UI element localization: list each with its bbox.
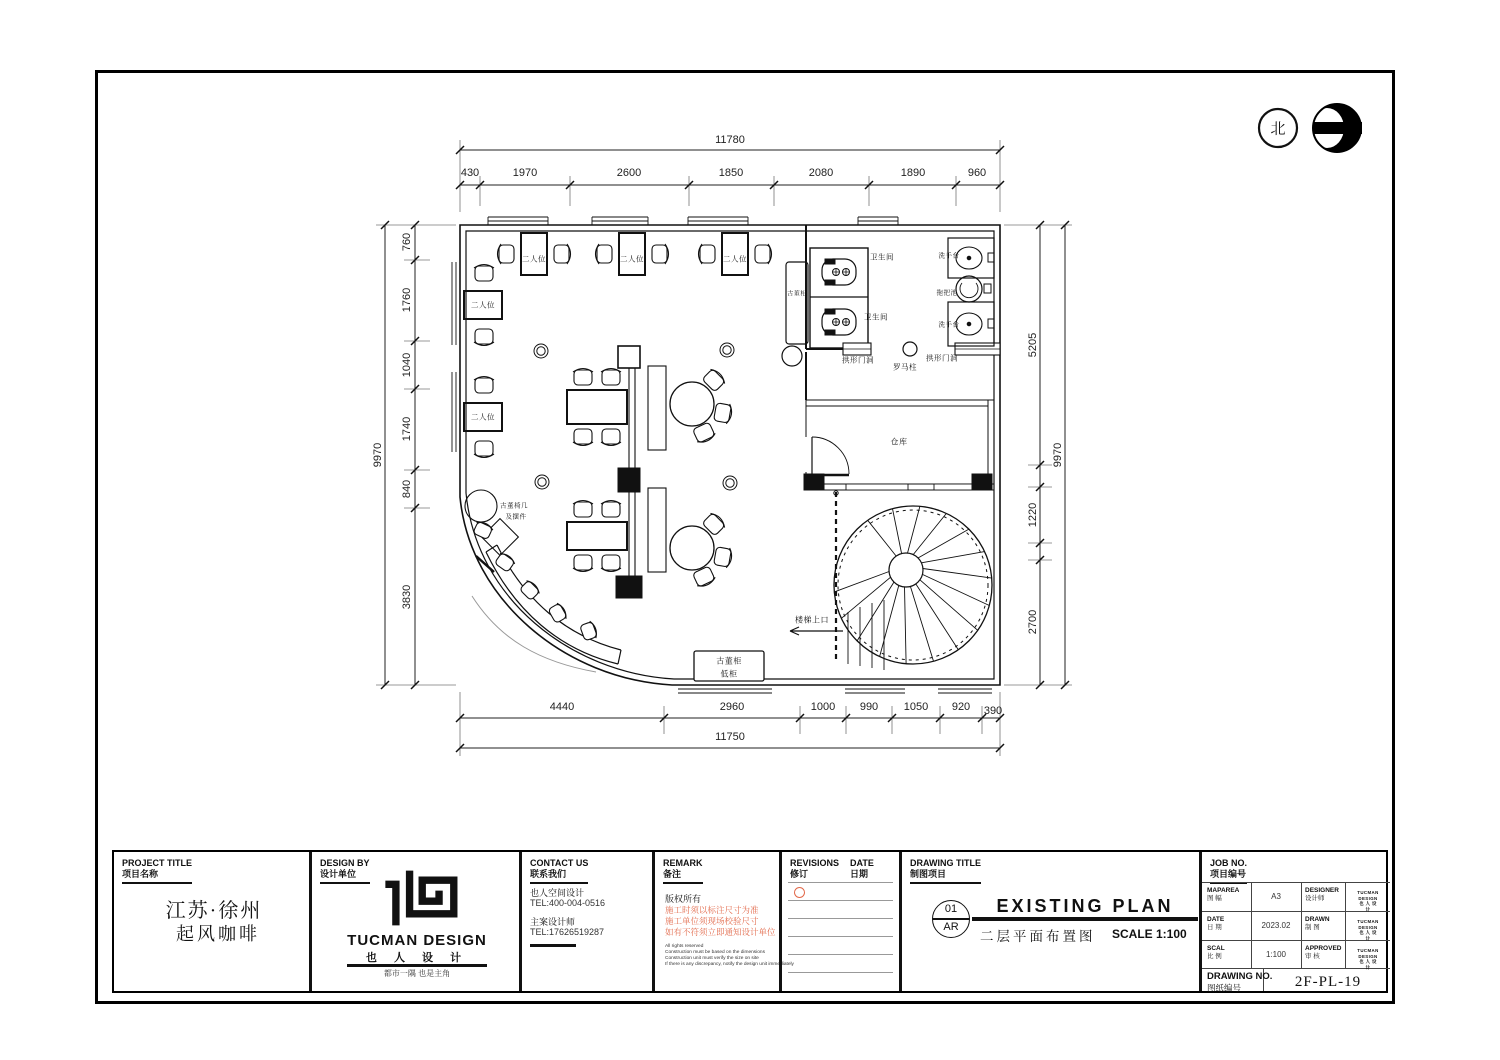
project-title-header <box>122 858 192 884</box>
dim-bottom-segment: 990 <box>859 701 879 713</box>
titleblock-contact-section <box>519 852 652 991</box>
dim-left-segment: 760 <box>401 232 413 252</box>
label-low-cabinet: 古董柜 <box>716 656 742 666</box>
title-block <box>112 850 1388 993</box>
brand-tagline: 都市一隅 也是主角 <box>383 969 451 978</box>
revisions-en: REVISIONS <box>790 858 840 868</box>
project-title-zh: 项目名称 <box>122 869 159 879</box>
stamp-zh: 也 人 设 计 <box>1359 930 1377 941</box>
remark-en2: Construction must be based on the dimensions <box>665 950 765 955</box>
job-cell <box>1207 887 1239 903</box>
drawing-discipline: AR <box>943 921 959 933</box>
remark-note1: 施工时须以标注尺寸为准 <box>665 905 759 915</box>
titleblock-job-section <box>1199 852 1390 991</box>
project-name-line1: 江苏·徐州 <box>165 900 263 922</box>
date-en: DATE <box>1207 916 1225 923</box>
contact-header <box>530 858 588 884</box>
contact-en: CONTACT US <box>530 858 589 868</box>
drawing-no-value: 2F-PL-19 <box>1294 974 1362 990</box>
dim-left-segment: 1760 <box>401 287 413 313</box>
label-two-seat: 二人位 <box>471 412 495 422</box>
job-cell <box>1207 916 1224 932</box>
job-en: JOB NO. <box>1210 858 1248 868</box>
job-header <box>1210 858 1247 884</box>
contact-role: 主案设计师 <box>530 917 576 927</box>
label-washbasin: 洗手台 <box>938 252 960 260</box>
dim-top-segment: 960 <box>967 167 987 179</box>
revision-row-line <box>788 918 893 919</box>
label-toilet: 卫生间 <box>864 312 888 322</box>
remark-en3: Construction unit must verify the size on site <box>665 956 759 961</box>
date-value: 2023.02 <box>1261 921 1291 930</box>
label-low-cabinet: 低柜 <box>720 669 738 679</box>
designby-header <box>320 858 370 884</box>
revision-mark-icon <box>794 887 805 898</box>
dim-top-segment: 2600 <box>616 167 642 179</box>
dim-right-segment: 2700 <box>1027 609 1039 635</box>
remark-header <box>663 858 703 884</box>
dim-bottom-segment: 920 <box>951 701 971 713</box>
maparea-value: A3 <box>1271 892 1281 901</box>
revisions-date-en: DATE <box>850 858 874 868</box>
scale-value: 1:100 <box>1265 950 1287 959</box>
dim-bottom-segment: 2960 <box>719 701 745 713</box>
remark-en: REMARK <box>663 858 703 868</box>
stamp-en: TUCMAN DESIGN <box>1357 919 1379 930</box>
label-arched-opening: 拱形门洞 <box>842 355 874 365</box>
drawn-stamp <box>1357 919 1379 941</box>
building-walls <box>460 225 1000 685</box>
contact-studio: 也人空间设计 <box>530 888 585 898</box>
titleblock-revisions-section <box>779 852 899 991</box>
revisions-zh: 修订 <box>790 869 809 879</box>
dim-bottom-segment: 390 <box>983 705 1003 717</box>
stamp-zh: 也 人 设 计 <box>1359 901 1377 912</box>
drawing-title-underline <box>972 917 1198 921</box>
remark-note3: 如有不符须立即通知设计单位 <box>665 927 776 937</box>
revisions-date-zh: 日期 <box>850 869 869 879</box>
maparea-zh: 图 幅 <box>1207 895 1222 902</box>
dim-bottom-segment: 1050 <box>903 701 929 713</box>
label-toilet: 卫生间 <box>870 252 894 262</box>
drawing-no-label-zh: 图纸编号 <box>1207 983 1242 993</box>
label-mop-pool: 拖把池 <box>936 289 958 297</box>
dim-top-segment: 1970 <box>512 167 538 179</box>
date-zh: 日 期 <box>1207 924 1222 931</box>
designby-zh: 设计单位 <box>320 869 357 879</box>
job-grid <box>1202 882 1390 969</box>
titleblock-drawingtitle-section <box>899 852 1199 991</box>
label-storage: 仓库 <box>890 437 908 447</box>
project-name-line2: 起风咖啡 <box>176 924 260 944</box>
project-title-en: PROJECT TITLE <box>122 858 193 868</box>
label-antique-chair: 及摆件 <box>505 513 527 521</box>
furniture <box>464 233 772 681</box>
titleblock-remark-section <box>652 852 794 991</box>
contact-zh: 联系我们 <box>530 869 567 879</box>
label-two-seat: 二人位 <box>723 254 747 264</box>
designer-en: DESIGNER <box>1305 887 1339 894</box>
drawing-circle-divider <box>933 918 969 920</box>
label-two-seat: 二人位 <box>522 254 546 264</box>
label-antique-cabinet: 古董柜 <box>787 291 807 298</box>
titleblock-designby-section <box>309 852 519 991</box>
drawn-en: DRAWN <box>1305 916 1330 923</box>
approved-en: APPROVED <box>1305 945 1342 952</box>
revisions-date-header <box>850 858 874 882</box>
revision-row-line <box>788 972 893 973</box>
drawing-number: 01 <box>944 903 958 915</box>
dim-top-segment: 430 <box>460 167 480 179</box>
remark-copyright: 版权所有 <box>665 894 702 904</box>
brand-name: TUCMAN DESIGN <box>347 932 487 949</box>
contact-underline <box>530 944 576 947</box>
remark-en4: If there is any discrepancy, notify the design unit immediately <box>665 962 794 967</box>
spiral-stair <box>790 491 992 670</box>
brand-name-zh: 也 人 设 计 <box>365 952 469 964</box>
designer-zh: 设计师 <box>1305 895 1325 902</box>
brand-underline <box>347 964 487 967</box>
revision-row-line <box>788 882 893 883</box>
drawn-zh: 制 图 <box>1305 924 1320 931</box>
drawing-title-en: EXISTING PLAN <box>996 896 1174 916</box>
drawingtitle-header <box>910 858 981 884</box>
job-cell <box>1305 945 1341 961</box>
contact-tel2: TEL:17626519287 <box>530 927 605 937</box>
job-zh: 项目编号 <box>1210 869 1247 879</box>
stamp-en: TUCMAN DESIGN <box>1357 890 1379 901</box>
label-stair-entry: 楼梯上口 <box>795 615 829 625</box>
drawingtitle-zh: 制图项目 <box>910 869 947 879</box>
scale-en: SCAL <box>1207 945 1225 952</box>
dim-top-segment: 1890 <box>900 167 926 179</box>
contact-tel1: TEL:400-004-0516 <box>530 898 606 908</box>
titleblock-project-section <box>114 852 309 991</box>
dim-left-segment: 1040 <box>401 352 413 378</box>
designer-stamp <box>1357 890 1379 912</box>
remark-zh: 备注 <box>663 869 682 879</box>
revision-row-line <box>788 954 893 955</box>
dim-right-segment: 1220 <box>1027 502 1039 528</box>
dim-right-segment: 5205 <box>1027 332 1039 358</box>
dim-bottom-total: 11750 <box>715 731 745 743</box>
approved-stamp <box>1357 948 1379 970</box>
job-cell <box>1207 945 1225 961</box>
north-label: 北 <box>1270 120 1286 138</box>
approved-zh: 审 核 <box>1305 953 1320 960</box>
remark-note2: 施工单位须现场校验尺寸 <box>665 916 759 926</box>
drawing-no-label-en: DRAWING NO. <box>1207 971 1273 982</box>
maparea-en: MAPAREA <box>1207 887 1240 894</box>
dim-right-total: 9970 <box>1052 442 1064 468</box>
dim-left-segment: 1740 <box>401 416 413 442</box>
dim-bottom-segment: 1000 <box>810 701 836 713</box>
revision-row-line <box>788 900 893 901</box>
revision-row-line <box>788 936 893 937</box>
label-washbasin: 洗手台 <box>938 321 960 329</box>
job-cell <box>1305 887 1339 903</box>
drawing-scale: SCALE 1:100 <box>1112 927 1187 941</box>
designby-en: DESIGN BY <box>320 858 370 868</box>
dim-left-segment: 840 <box>401 479 413 499</box>
stamp-zh: 也 人 设 计 <box>1359 959 1377 970</box>
label-antique-chair: 古董椅几 <box>500 502 528 510</box>
label-arched-opening: 拱形门洞 <box>926 353 958 363</box>
dim-left-total: 9970 <box>372 442 384 468</box>
drawingtitle-en: DRAWING TITLE <box>910 858 981 868</box>
scale-zh: 比 例 <box>1207 953 1222 960</box>
dim-bottom-segment: 4440 <box>549 701 575 713</box>
dim-left-segment: 3830 <box>401 584 413 610</box>
dim-top-segment: 2080 <box>808 167 834 179</box>
tucman-logo-icon <box>378 866 458 928</box>
remark-en1: All rights reserved <box>665 944 704 949</box>
revisions-header <box>790 858 839 882</box>
label-two-seat: 二人位 <box>620 254 644 264</box>
job-cell <box>1305 916 1330 932</box>
label-roman-column: 罗马柱 <box>893 362 917 372</box>
dim-top-total: 11780 <box>715 134 745 146</box>
stamp-en: TUCMAN DESIGN <box>1357 948 1379 959</box>
dim-top-segment: 1850 <box>718 167 744 179</box>
drawing-title-zh: 二层平面布置图 <box>980 929 1096 944</box>
label-two-seat: 二人位 <box>471 300 495 310</box>
